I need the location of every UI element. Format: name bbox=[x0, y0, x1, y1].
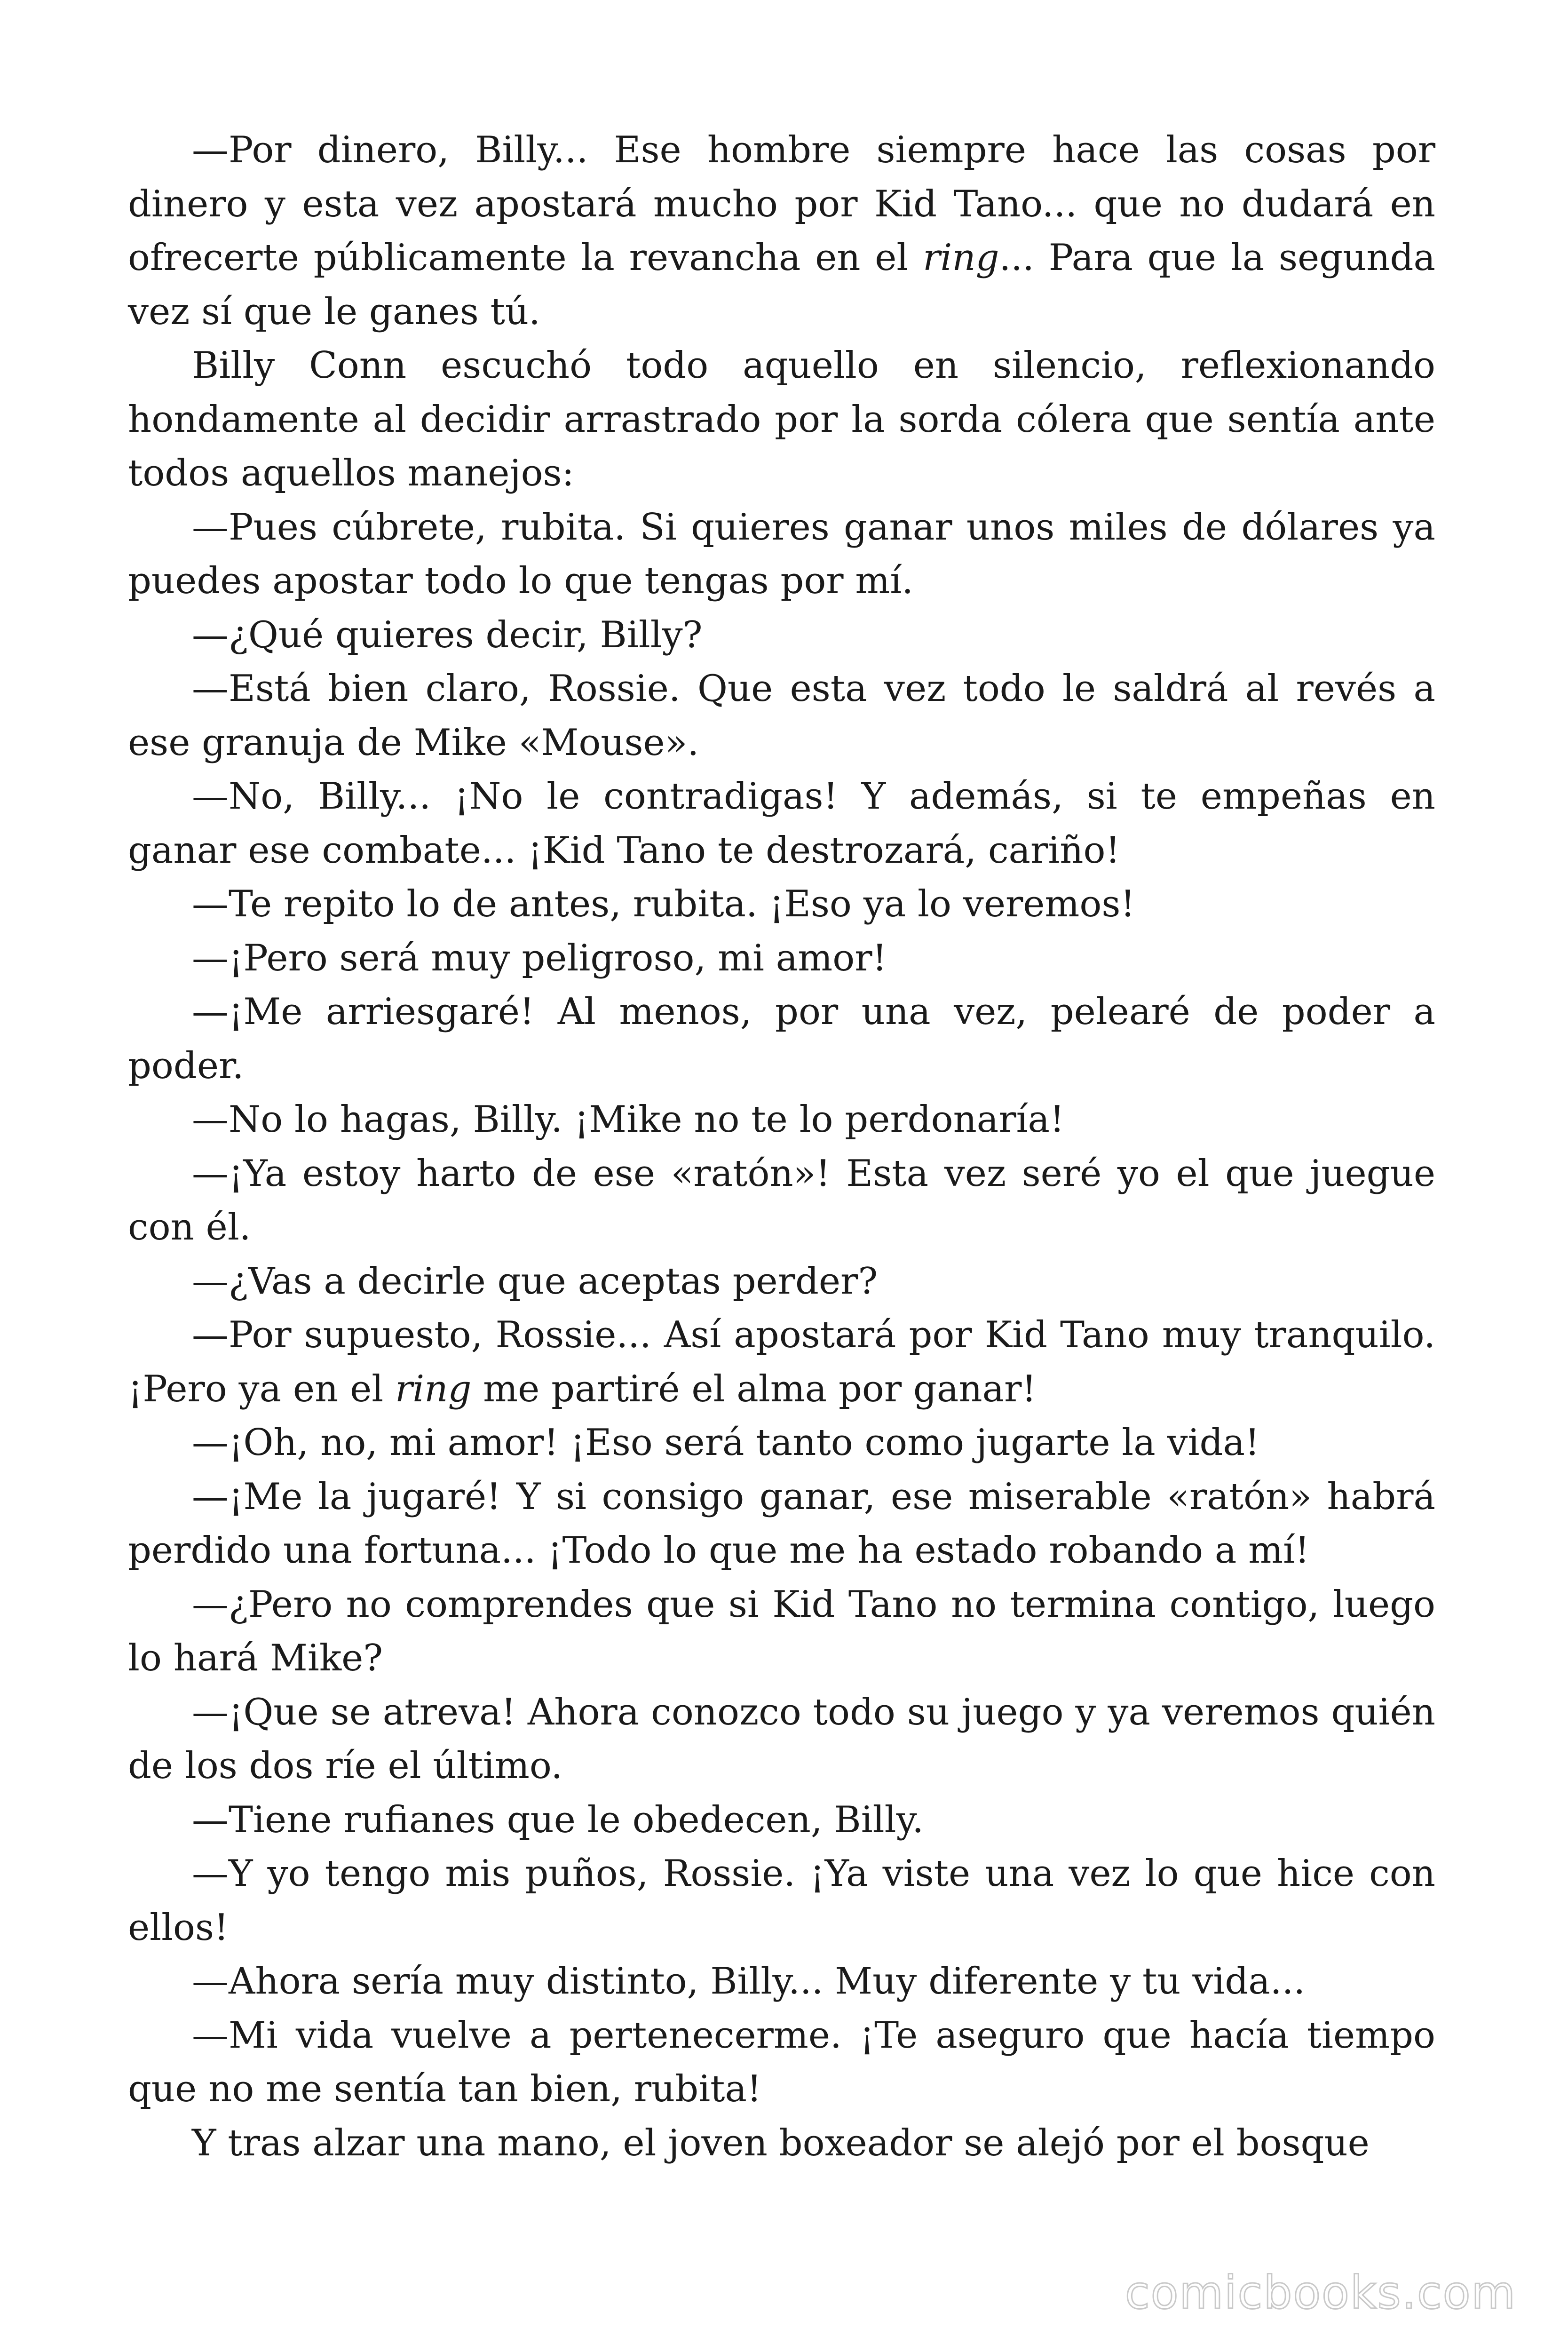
text-segment: —¡Me arriesgaré! Al menos, por una vez, pelearé de poder a poder. bbox=[128, 991, 1435, 1087]
text-segment: —Tiene rufianes que le obedecen, Billy. bbox=[192, 1798, 924, 1841]
text-segment: —¿Qué quieres decir, Billy? bbox=[192, 613, 703, 656]
paragraph bbox=[128, 1847, 1435, 1955]
paragraph bbox=[128, 877, 1435, 931]
paragraph bbox=[128, 1308, 1435, 1416]
text-segment: Y tras alzar una mano, el joven boxeador se alejó por el bosque bbox=[192, 2122, 1370, 2164]
text-segment: —¡Ya estoy harto de ese «ratón»! Esta vez seré yo el que juegue con él. bbox=[128, 1152, 1435, 1248]
italic-text-segment: ring bbox=[923, 237, 999, 279]
paragraph bbox=[128, 662, 1435, 770]
text-segment: —No lo hagas, Billy. ¡Mike no te lo perdonaría! bbox=[192, 1098, 1065, 1141]
paragraph bbox=[128, 770, 1435, 877]
text-segment: —Ahora sería muy distinto, Billy... Muy diferente y tu vida... bbox=[192, 1960, 1306, 2002]
text-segment: —No, Billy... ¡No le contradigas! Y además, si te empeñas en ganar ese combate... ¡Kid Tano te destrozará, cariño! bbox=[128, 775, 1435, 872]
text-segment: —Mi vida vuelve a pertenecerme. ¡Te aseguro que hacía tiempo que no me sentía tan bien, rubita! bbox=[128, 2014, 1435, 2110]
paragraph bbox=[128, 123, 1435, 339]
text-segment: —Está bien claro, Rossie. Que esta vez todo le saldrá al revés a ese granuja de Mike «Mouse». bbox=[128, 667, 1435, 764]
paragraph bbox=[128, 1470, 1435, 1578]
text-segment: ... Para que la segunda vez sí que le ganes tú. bbox=[128, 237, 1435, 333]
text-segment: —Te repito lo de antes, rubita. ¡Eso ya lo veremos! bbox=[192, 883, 1135, 925]
text-segment: —¿Vas a decirle que aceptas perder? bbox=[192, 1260, 878, 1303]
paragraph bbox=[128, 1416, 1435, 1470]
paragraph bbox=[128, 501, 1435, 608]
watermark-text: comicbooks.com bbox=[1125, 2266, 1516, 2319]
text-segment: Billy Conn escuchó todo aquello en silencio, reflexionando hondamente al decidir arrastrado por la sorda cólera que sentía ante todos aquellos manejos: bbox=[128, 344, 1435, 494]
text-segment: —Pues cúbrete, rubita. Si quieres ganar unos miles de dólares ya puedes apostar todo lo que tengas por mí. bbox=[128, 506, 1435, 602]
paragraph bbox=[128, 1093, 1435, 1147]
paragraph bbox=[128, 1685, 1435, 1793]
paragraph bbox=[128, 608, 1435, 662]
text-segment: —Por dinero, Billy... Ese hombre siempre hace las cosas por dinero y esta vez apostará mucho por Kid Tano... que no dudará en ofrecerte públicamente la revancha en el bbox=[128, 129, 1435, 279]
paragraph bbox=[128, 1955, 1435, 2009]
paragraph bbox=[128, 1255, 1435, 1309]
text-segment: —¡Me la jugaré! Y si consigo ganar, ese miserable «ratón» habrá perdido una fortuna... ¡Todo lo que me ha estado robando a mí! bbox=[128, 1475, 1435, 1572]
paragraph bbox=[128, 1147, 1435, 1255]
text-segment: —¡Oh, no, mi amor! ¡Eso será tanto como jugarte la vida! bbox=[192, 1422, 1260, 1464]
paragraph bbox=[128, 1793, 1435, 1847]
paragraph bbox=[128, 2116, 1435, 2170]
text-segment: —Y yo tengo mis puños, Rossie. ¡Ya viste una vez lo que hice con ellos! bbox=[128, 1852, 1435, 1949]
italic-text-segment: ring bbox=[395, 1367, 472, 1410]
text-segment: me partiré el alma por ganar! bbox=[471, 1367, 1037, 1410]
paragraph bbox=[128, 1578, 1435, 1685]
text-segment: —Por supuesto, Rossie... Así apostará por Kid Tano muy tranquilo. ¡Pero ya en el bbox=[128, 1314, 1435, 1410]
paragraph bbox=[128, 985, 1435, 1093]
paragraph bbox=[128, 339, 1435, 501]
page-body-text bbox=[128, 123, 1435, 2170]
paragraph bbox=[128, 931, 1435, 985]
paragraph bbox=[128, 2009, 1435, 2116]
text-segment: —¡Que se atreva! Ahora conozco todo su juego y ya veremos quién de los dos ríe el último. bbox=[128, 1691, 1435, 1787]
text-segment: —¡Pero será muy peligroso, mi amor! bbox=[192, 937, 887, 979]
text-segment: —¿Pero no comprendes que si Kid Tano no termina contigo, luego lo hará Mike? bbox=[128, 1583, 1435, 1679]
